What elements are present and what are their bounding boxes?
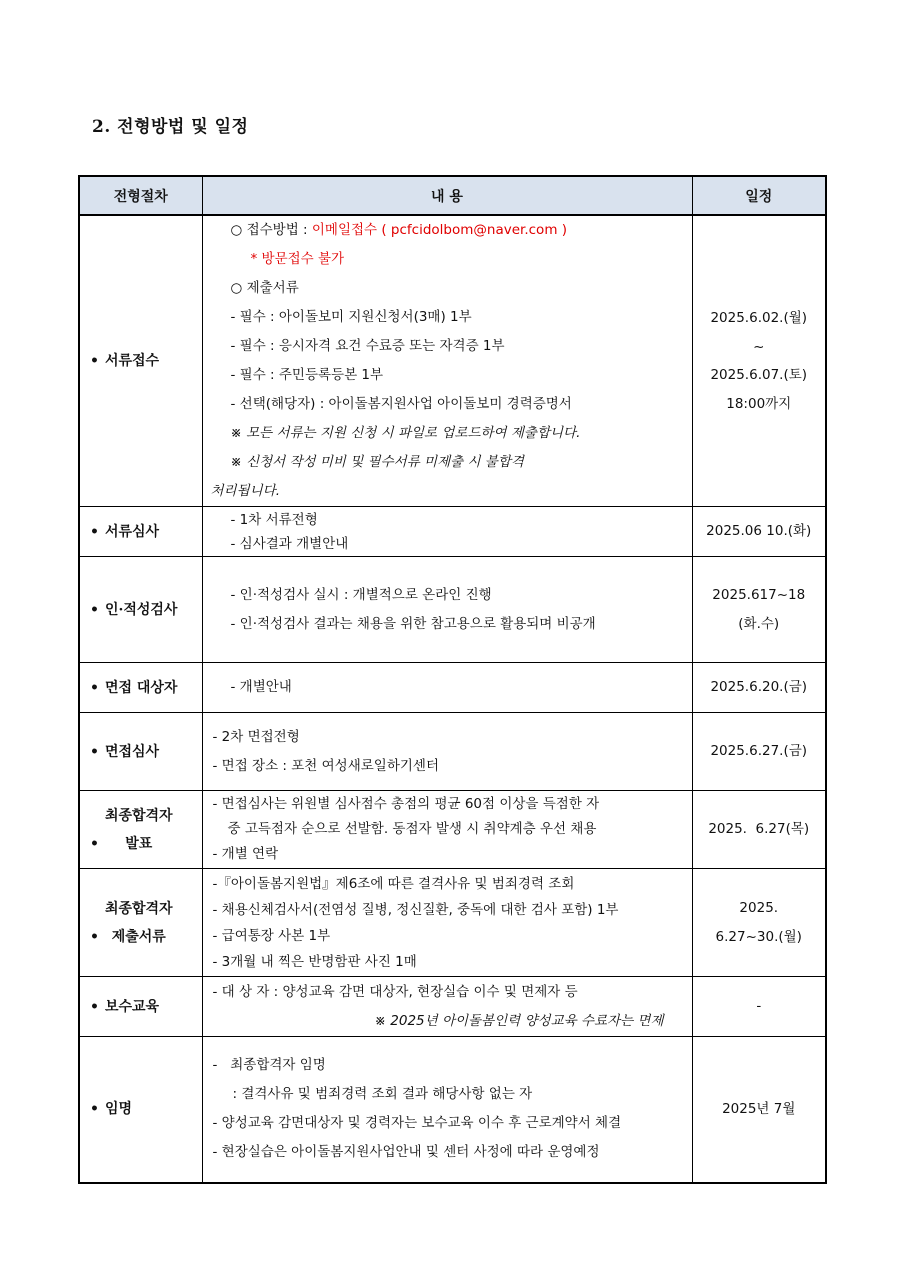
page-title: 2. 전형방법 및 일정 — [92, 117, 249, 137]
step-cell — [79, 215, 202, 507]
content-line: - 최종합격자 임명 — [212, 1057, 326, 1074]
content-line: - 필수 : 응시자격 요건 수료증 또는 자격증 1부 — [230, 338, 505, 354]
content-line: - 대 상 자 : 양성교육 감면 대상자, 현장실습 이수 및 면제자 등 — [212, 983, 578, 1000]
content-line: - 심사결과 개별안내 — [230, 535, 349, 552]
table-row — [79, 791, 826, 869]
step-label: 임명 — [104, 1101, 133, 1118]
content-line: 처리됩니다. — [210, 483, 280, 499]
content-cell — [202, 507, 692, 557]
step-cell: •최종합격자 제출서류 — [79, 869, 202, 977]
schedule-table — [78, 175, 827, 1184]
schedule-cell: 2025.6.02.(월) ~ 2025.6.07.(토) 18:00까지 — [692, 215, 826, 507]
step-label: 면접심사 — [104, 743, 160, 760]
content-line: ※ 신청서 작성 미비 및 필수서류 미제출 시 불합격 — [230, 454, 524, 470]
step-cell: • 면접 대상자 — [79, 663, 202, 713]
step-cell: • 면접심사 — [79, 713, 202, 791]
step-cell: •최종합격자 발표 — [79, 791, 202, 869]
content-line: - 현장실습은 아이돌봄지원사업안내 및 센터 사정에 따라 운영예정 — [212, 1144, 600, 1161]
table-row — [79, 869, 826, 977]
content-line: ※ 2025년 아이돌봄인력 양성교육 수료자는 면제 — [374, 1012, 664, 1029]
step-label: 서류접수 — [104, 353, 160, 369]
content-line: - 급여통장 사본 1부 — [212, 927, 331, 944]
schedule-cell: 2025.617~18 (화.수) — [692, 557, 826, 663]
content-line: 중 고득점자 순으로 선발함. 동점자 발생 시 취약계층 우선 채용 — [227, 821, 597, 837]
step-cell: • 임명 — [79, 1037, 202, 1183]
content-line: - 선택(해당자) : 아이돌봄지원사업 아이돌보미 경력증명서 — [230, 396, 572, 412]
header-content: 내 용 — [202, 176, 692, 215]
email-address: 이메일접수 ( pcfcidolbom@naver.com ) — [311, 222, 568, 238]
table-row — [79, 557, 826, 663]
content-cell — [202, 557, 692, 663]
content-line: - 필수 : 주민등록등본 1부 — [230, 367, 384, 383]
content-cell — [202, 977, 692, 1037]
step-cell: • 보수교육 — [79, 977, 202, 1037]
content-line: - 면접 장소 : 포천 여성새로일하기센터 — [212, 757, 439, 774]
content-cell — [202, 663, 692, 713]
content-line: ○ 접수방법 : 이메일접수 ( pcfcidolbom@naver.com ) — [230, 222, 568, 238]
table-row — [79, 215, 826, 507]
bullet: • — [90, 353, 99, 369]
content-line: ○ 제출서류 — [230, 280, 299, 296]
content-line: - 1차 서류전형 — [230, 511, 318, 528]
schedule-cell: 2025. 6.27~30.(월) — [692, 869, 826, 977]
content-cell — [202, 713, 692, 791]
table-row — [79, 507, 826, 557]
content-line: - 양성교육 감면대상자 및 경력자는 보수교육 이수 후 근로계약서 체결 — [212, 1115, 622, 1132]
table-row — [79, 713, 826, 791]
content-line: ※ 모든 서류는 지원 신청 시 파일로 업로드하여 제출합니다. — [230, 425, 581, 441]
schedule-cell: 2025년 7월 — [692, 1037, 826, 1183]
content-line: -『아이돌봄지원법』제6조에 따른 결격사유 및 범죄경력 조회 — [212, 875, 575, 892]
schedule-cell: 2025.06 10.(화) — [692, 507, 826, 557]
content-line: - 인·적성검사 결과는 채용을 위한 참고용으로 활용되며 비공개 — [230, 615, 596, 632]
table-row — [79, 977, 826, 1037]
content-line: - 인·적성검사 실시 : 개별적으로 온라인 진행 — [230, 586, 492, 603]
step-label: 인·적성검사 — [104, 601, 178, 618]
step-label: 보수교육 — [104, 998, 160, 1015]
content-cell — [202, 791, 692, 869]
content-line: : 결격사유 및 범죄경력 조회 결과 해당사항 없는 자 — [232, 1086, 533, 1103]
schedule-cell: 2025.6.20.(금) — [692, 663, 826, 713]
content-line: - 개별 연락 — [212, 846, 279, 862]
header-step: 전형절차 — [79, 176, 202, 215]
table-row — [79, 1037, 826, 1183]
step-label: 서류심사 — [104, 523, 160, 540]
content-line: - 개별안내 — [230, 679, 292, 695]
table-row — [79, 663, 826, 713]
content-line: * 방문접수 불가 — [250, 251, 345, 267]
step-label: 최종합격자 — [104, 900, 173, 917]
content-line: - 3개월 내 찍은 반명함판 사진 1매 — [212, 953, 417, 970]
schedule-cell: 2025.6.27.(금) — [692, 713, 826, 791]
schedule-cell: - — [692, 977, 826, 1037]
table-header-row — [79, 176, 826, 215]
step-label: 최종합격자 — [104, 807, 173, 824]
header-schedule: 일정 — [692, 176, 826, 215]
content-line: - 면접심사는 위원별 심사점수 총점의 평균 60점 이상을 득점한 자 — [212, 796, 600, 812]
content-cell — [202, 215, 692, 507]
step-cell: • 서류심사 — [79, 507, 202, 557]
content-cell — [202, 869, 692, 977]
content-line: - 필수 : 아이돌보미 지원신청서(3매) 1부 — [230, 309, 472, 325]
content-cell — [202, 1037, 692, 1183]
content-line: - 채용신체검사서(전염성 질병, 정신질환, 중독에 대한 검사 포함) 1부 — [212, 901, 619, 918]
step-cell: • 인·적성검사 — [79, 557, 202, 663]
step-label: 면접 대상자 — [104, 679, 178, 696]
content-line: - 2차 면접전형 — [212, 728, 300, 745]
schedule-cell: 2025. 6.27(목) — [692, 791, 826, 869]
